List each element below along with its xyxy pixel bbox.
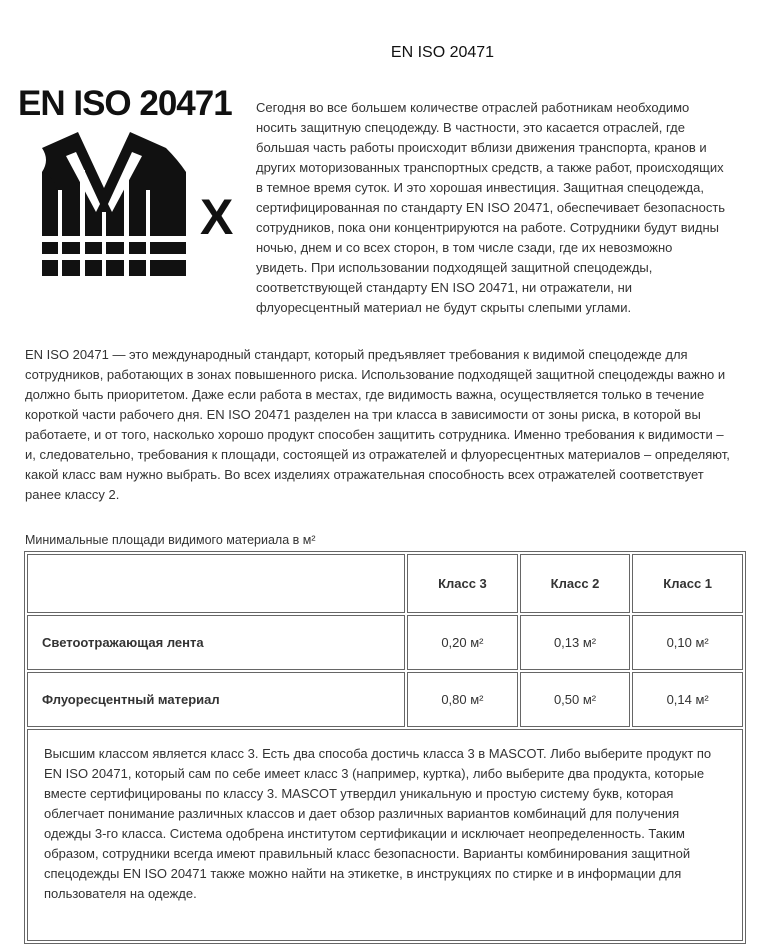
table-cell: 0,20 м² (407, 615, 518, 670)
page-title: EN ISO 20471 (390, 44, 495, 61)
table-caption: Минимальные площади видимого материала в м² (25, 533, 316, 547)
table-cell: 0,80 м² (407, 672, 518, 727)
table-header-class-2: Класс 2 (520, 554, 631, 613)
table-cell: 0,50 м² (520, 672, 631, 727)
table-header-class-3: Класс 3 (407, 554, 518, 613)
table-cell: 0,10 м² (632, 615, 743, 670)
visibility-requirements-table (24, 551, 746, 944)
table-note: Высшим классом является класс 3. Есть два способа достичь класса 3 в MASCOT. Либо выберите продукт по EN ISO 20471, который сам по себе имеет класс 3 (например, куртка), либо выберите два продукта, которые вместе сертифицированы по классу 3. MASCOT утвердил уникальную и простую систему букв, которая облегчает понимание различных классов и дает обзор различных вариантов комбинаций для получения одежды 3-го класса. Система одобрена институтом сертификации и исключает неопределенность. Таким образом, сотрудники всегда имеют правильный класс безопасности. Варианты комбинирования защитной спецодежды EN ISO 20471 также можно найти на этикетке, в инструкциях по стирке и в информации для пользователя на одежде. (27, 729, 743, 941)
table-header-class-1: Класс 1 (632, 554, 743, 613)
row-label-fluorescent-material: Флуоресцентный материал (27, 672, 405, 727)
table-note-row (27, 729, 743, 941)
en-iso-20471-logo (18, 84, 243, 284)
standard-description-paragraph: EN ISO 20471 — это международный стандарт, который предъявляет требования к видимой спецодежде для сотрудников, работающих в зонах повышенного риска. Использование подходящей защитной спецодежды важно и должно быть приоритетом. Даже если работа в местах, где видимость важна, осуществляется только в течение короткой части рабочего дня. EN ISO 20471 разделен на три класса в зависимости от зоны риска, в которой вы работаете, и от того, насколько хорошо продукт способен защитить сотрудника. Именно требования к видимости – и, следовательно, требования к площади, состоящей из отражателей и флуоресцентных материалов – определяют, какой класс вам нужно выбрать. Во всех изделиях отражательная способность всех отражателей соответствует ранее классу 2. (25, 347, 730, 502)
row-label-reflective-tape: Светоотражающая лента (27, 615, 405, 670)
table-header-empty (27, 554, 405, 613)
table-cell: 0,14 м² (632, 672, 743, 727)
table-row (27, 672, 743, 727)
table-cell: 0,13 м² (520, 615, 631, 670)
intro-paragraph: Сегодня во все большем количестве отраслей работникам необходимо носить защитную спецодежду. В частности, это касается отраслей, где большая часть работы происходит вблизи движения транспорта, кранов и других моторизованных транспортных средств, а также работ, происходящих в темное время суток. И это хорошая инвестиция. Защитная спецодежда, сертифицированная по стандарту EN ISO 20471, обеспечивает безопасность сотрудников, пока они концентрируются на работе. Сотрудники будут видны ночью, днем и со всех сторон, в том числе сзади, где их невозможно увидеть. При использовании подходящей защитной спецодежды, соответствующей стандарту EN ISO 20471, ни отражатели, ни флуоресцентный материал не будут скрыты слепыми углами. (256, 100, 726, 315)
table-row (27, 615, 743, 670)
class-x-mark: X (200, 189, 234, 245)
logo-text: EN ISO 20471 (18, 84, 232, 123)
table-header-row (27, 554, 743, 613)
hi-vis-vest-icon (36, 130, 246, 280)
